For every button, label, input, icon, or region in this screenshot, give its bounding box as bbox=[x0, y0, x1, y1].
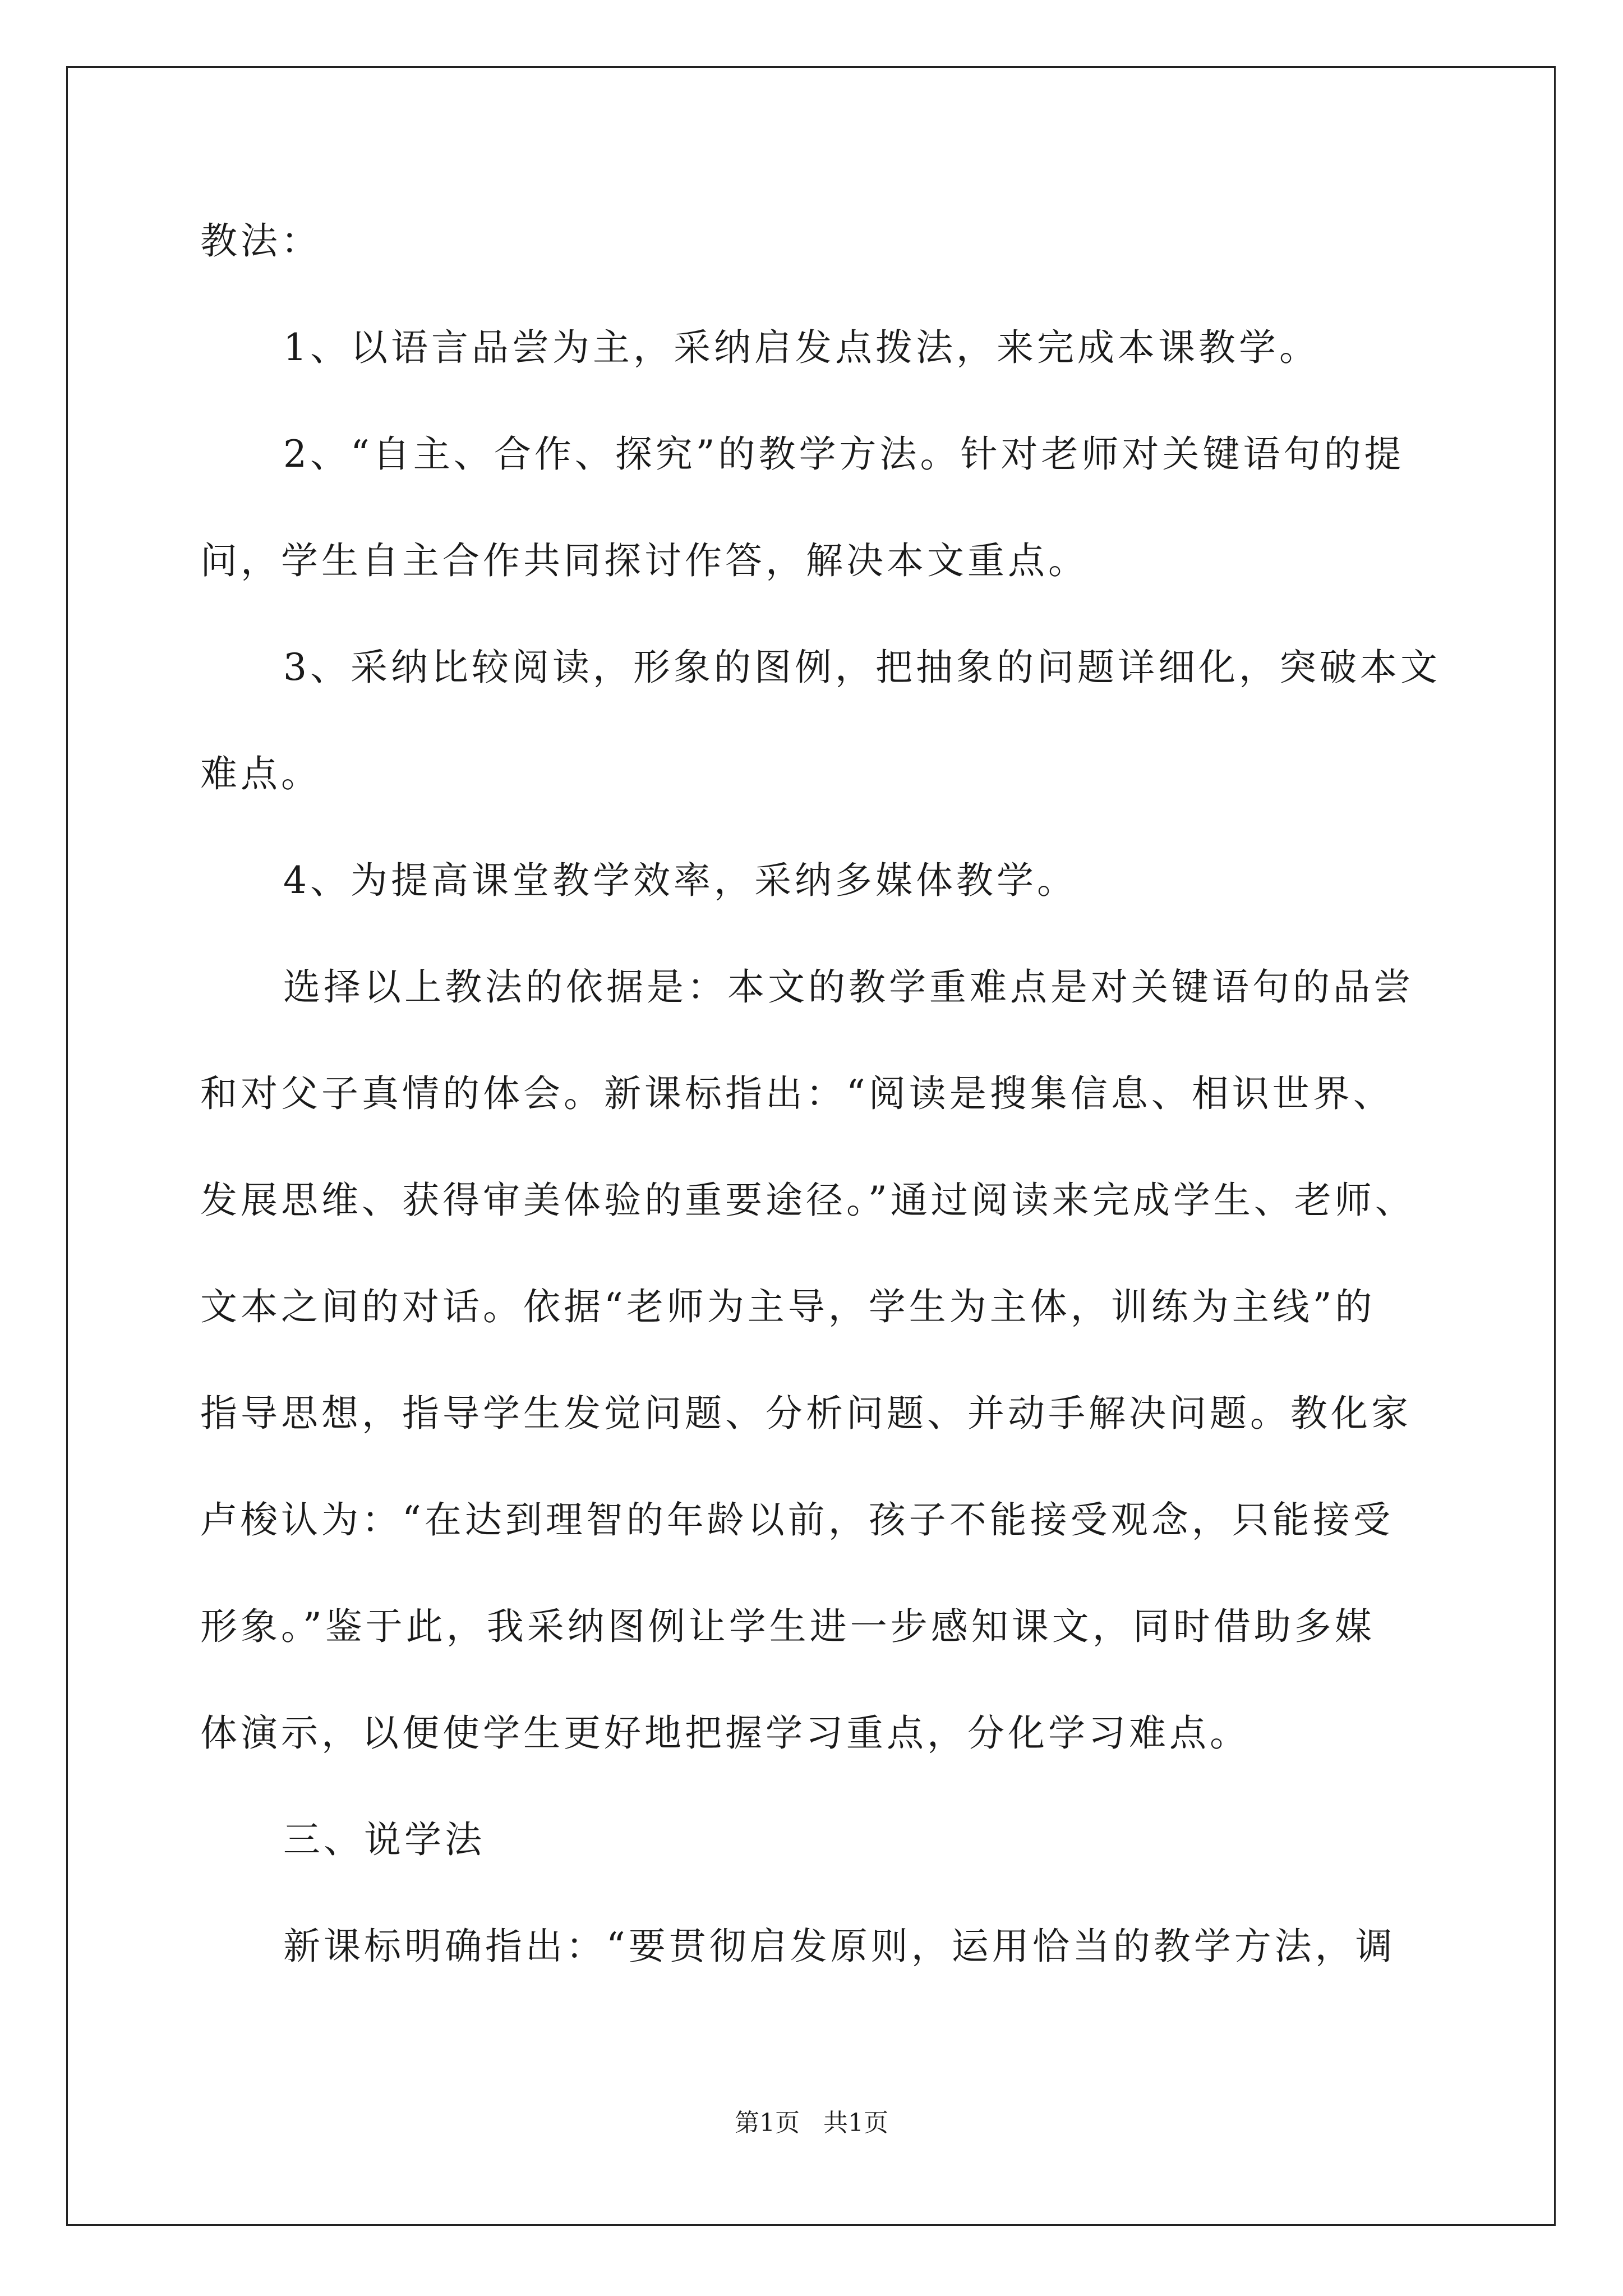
text-line: 选择以上教法的依据是：本文的教学重难点是对关键语句的品尝 bbox=[283, 965, 1414, 1009]
page-footer bbox=[0, 2109, 1623, 2137]
text-line: 4、为提高课堂教学效率，采纳多媒体教学。 bbox=[283, 859, 1077, 902]
page-number: 第1页 bbox=[735, 2109, 800, 2137]
text-line: 卢梭认为：“在达到理智的年龄以前，孩子不能接受观念，只能接受 bbox=[200, 1498, 1394, 1542]
text-line: 问，学生自主合作共同探讨作答，解决本文重点。 bbox=[200, 539, 1089, 582]
document-body bbox=[200, 219, 1441, 2033]
text-line: 体演示，以便使学生更好地把握学习重点，分化学习难点。 bbox=[200, 1711, 1250, 1755]
text-line: 指导思想，指导学生发觉问题、分析问题、并动手解决问题。教化家 bbox=[200, 1392, 1412, 1435]
text-line: 和对父子真情的体会。新课标指出：“阅读是搜集信息、相识世界、 bbox=[200, 1072, 1394, 1115]
text-line: 文本之间的对话。依据“老师为主导，学生为主体，训练为主线”的 bbox=[200, 1285, 1376, 1328]
page-total: 共1页 bbox=[823, 2109, 888, 2137]
text-line: 1、以语言品尝为主，采纳启发点拨法，来完成本课教学。 bbox=[283, 326, 1320, 369]
text-line: 发展思维、获得审美体验的重要途径。”通过阅读来完成学生、老师、 bbox=[200, 1179, 1415, 1222]
text-line: 2、“自主、合作、探究”的教学方法。针对老师对关键语句的提 bbox=[283, 432, 1405, 476]
text-line: 难点。 bbox=[200, 752, 321, 795]
section-heading: 三、说学法 bbox=[283, 1818, 485, 1861]
text-line: 3、采纳比较阅读，形象的图例，把抽象的问题详细化，突破本文 bbox=[283, 646, 1441, 689]
text-line: 形象。”鉴于此，我采纳图例让学生进一步感知课文，同时借助多媒 bbox=[200, 1605, 1375, 1648]
text-line: 教法： bbox=[200, 219, 321, 263]
text-line: 新课标明确指出：“要贯彻启发原则，运用恰当的教学方法，调 bbox=[283, 1925, 1396, 1968]
